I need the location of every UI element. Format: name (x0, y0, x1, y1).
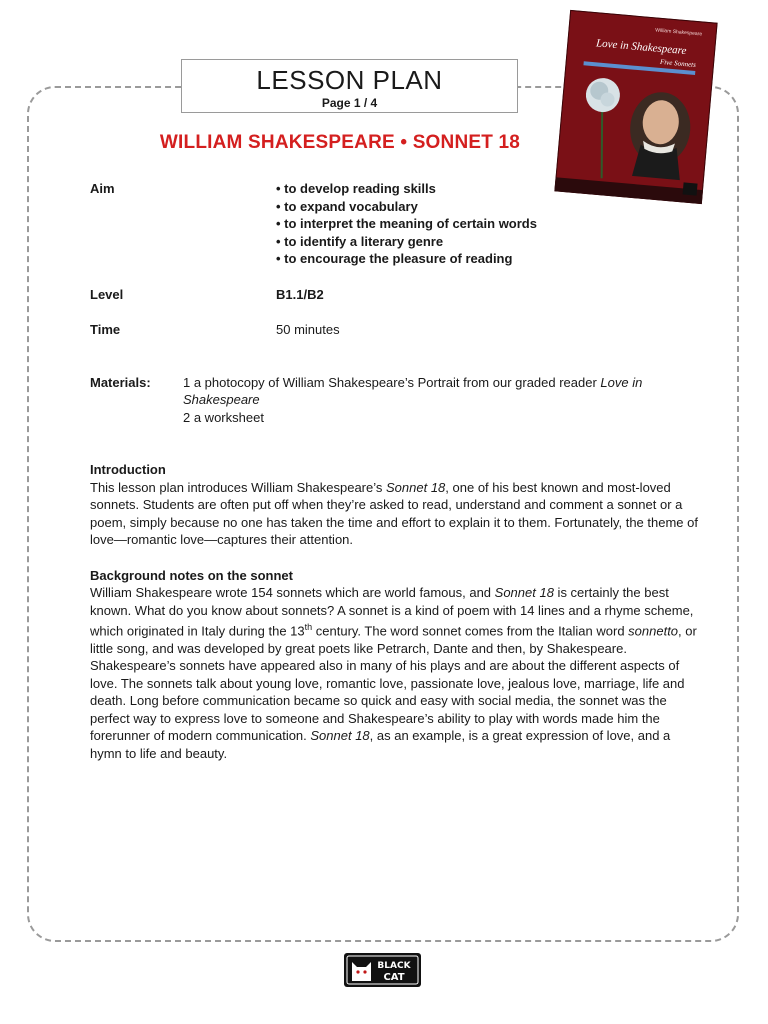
materials-list (183, 374, 703, 427)
aim-item: • to expand vocabulary (276, 198, 418, 214)
background-title: Background notes on the sonnet (90, 567, 293, 583)
intro-sonnet-title: Sonnet 18 (386, 479, 446, 495)
intro-text-a: This lesson plan introduces William Shakespeare’s (90, 479, 387, 495)
aim-list (276, 180, 537, 268)
bg-text-b: is certainly the best known. What do you know about sonnets? A sonnet is a kind of poem with 14 lines and a rhyme scheme, which originated in Italy during the 13 (90, 585, 694, 639)
level-row (90, 286, 705, 304)
book-author: William Shakespeare (655, 27, 703, 38)
materials-label: Materials: (90, 374, 151, 390)
intro-text-b: , one of his best known and most-loved sonnets. Students are often put off when they’re asked to read, understand and comment a sonnet or a poem, simply because no one has taken the time and effort to explain it to them. Fortunately, the theme of love—romantic love—captures their attention. (90, 479, 698, 547)
book-title: Love in Shakespeare (595, 37, 687, 58)
logo-text-cat: CAT (383, 972, 405, 983)
bg-superscript: th (304, 622, 313, 632)
book-subtitle: Five Sonnets (659, 57, 697, 70)
introduction-paragraph (90, 479, 705, 549)
aim-item: • to interpret the meaning of certain words (276, 216, 537, 231)
aim-item: • to identify a literary genre (276, 233, 444, 249)
book-cover-image (554, 10, 717, 204)
aim-label: Aim (90, 181, 115, 196)
materials-book-title: Love in Shakespeare (183, 374, 643, 407)
page-number-label: Page 1 / 4 (321, 96, 378, 110)
time-row (90, 321, 705, 339)
materials-item-1 (183, 374, 703, 409)
bg-text-a: William Shakespeare wrote 154 sonnets which are world famous, and (90, 585, 495, 600)
bg-text-c: century. The word sonnet comes from the Italian word (312, 623, 629, 639)
time-value: 50 minutes (276, 322, 340, 337)
lesson-content (90, 180, 705, 762)
aim-item: • to develop reading skills (276, 181, 436, 196)
materials-item-1-text: 1 a photocopy of William Shakespeare’s Portrait from our graded reader (183, 374, 601, 390)
lesson-plan-title-box (181, 59, 518, 113)
bg-p2-text-b: , as an example, is a great expression of love, and a hymn to life and beauty. (90, 728, 671, 761)
lesson-plan-title: LESSON PLAN (256, 65, 443, 95)
introduction-title: Introduction (90, 462, 166, 477)
time-label: Time (90, 322, 121, 337)
background-paragraph-2 (90, 657, 705, 762)
logo-text-black: BLACK (377, 961, 411, 971)
level-value: B1.1/B2 (276, 286, 324, 302)
materials-item-2: 2 a worksheet (183, 409, 264, 425)
aim-item: • to encourage the pleasure of reading (276, 251, 513, 266)
introduction-section (90, 461, 705, 549)
background-section (90, 567, 705, 763)
bg-p2-text-a: Shakespeare’s sonnets have appeared also in many of his plays and are about the different aspects of love. The sonnets talk about young love, romantic love, passionate love, jealous love, marriage, life and death. Long before communication became so quick and easy with social media, the sonnet was the perfect way to express love to someone and Shakespeare’s ability to play with words made him the forerunner of modern communication. (90, 658, 685, 744)
bg-text-d: , or little song, and was developed by great poets like Petrarch, Dante and then, by Shakespeare. (90, 623, 697, 656)
background-paragraph-1 (90, 584, 705, 657)
bg-sonnet-title: Sonnet 18 (494, 585, 554, 600)
materials-row (90, 374, 705, 427)
level-label: Level (90, 286, 124, 302)
aim-row (90, 180, 705, 268)
black-cat-logo (344, 953, 421, 987)
bg-p2-sonnet-title: Sonnet 18 (310, 728, 370, 744)
bg-italian-word: sonnetto (628, 623, 679, 639)
lesson-heading: WILLIAM SHAKESPEARE • SONNET 18 (159, 132, 521, 153)
